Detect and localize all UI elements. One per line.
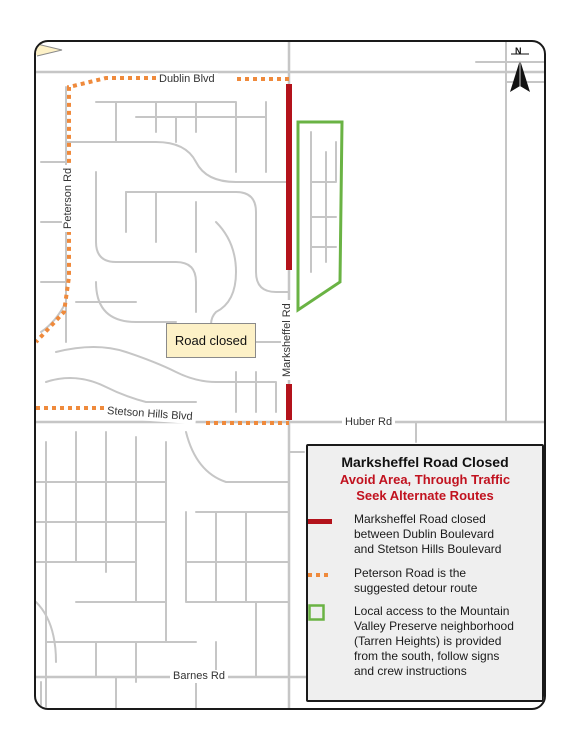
legend-title: Marksheffel Road Closed: [341, 454, 509, 470]
legend-local-access-symbol: [308, 604, 326, 622]
marksheffel-rd-label: Marksheffel Rd: [281, 300, 294, 380]
legend-subtitle-line-1: Avoid Area, Through Traffic: [339, 472, 511, 487]
dublin-blvd-label: Dublin Blvd: [156, 73, 218, 86]
legend-item-detour: [354, 566, 538, 596]
legend-item-local-access-line-2: Valley Preserve neighborhood: [354, 619, 514, 633]
legend-item-detour-line-2: suggested detour route: [354, 581, 478, 595]
legend-subtitle: [308, 472, 542, 504]
callout-pointer: [36, 42, 66, 62]
legend-item-closure: [354, 512, 538, 557]
map-frame: [34, 40, 546, 710]
legend-item-local-access: [354, 604, 538, 679]
road-closed-callout: Road closed: [166, 323, 256, 358]
legend-item-closure-line-3: and Stetson Hills Boulevard: [354, 542, 502, 556]
peterson-rd-label: Peterson Rd: [62, 165, 75, 232]
legend-item-closure-line-2: between Dublin Boulevard: [354, 527, 495, 541]
legend-item-local-access-line-3: (Tarren Heights) is provided: [354, 634, 502, 648]
barnes-rd-label: Barnes Rd: [170, 670, 228, 683]
legend-item-local-access-line-1: Local access to the Mountain: [354, 604, 510, 618]
legend-item-detour-line-1: Peterson Road is the: [354, 566, 467, 580]
north-arrow: [506, 46, 534, 98]
legend-detour-symbol: [308, 571, 332, 579]
north-arrow-icon: [506, 46, 534, 98]
legend-item-local-access-line-5: and crew instructions: [354, 664, 467, 678]
north-label: N: [515, 46, 522, 56]
huber-rd-label: Huber Rd: [342, 416, 395, 429]
stetson-hills-blvd-label: Stetson Hills Blvd: [104, 405, 196, 424]
legend-closure-symbol: [308, 518, 332, 526]
legend-item-closure-line-1: Marksheffel Road closed: [354, 512, 486, 526]
legend-item-local-access-line-4: from the south, follow signs: [354, 649, 500, 663]
legend-box: [306, 444, 544, 702]
legend-subtitle-line-2: Seek Alternate Routes: [356, 488, 494, 503]
